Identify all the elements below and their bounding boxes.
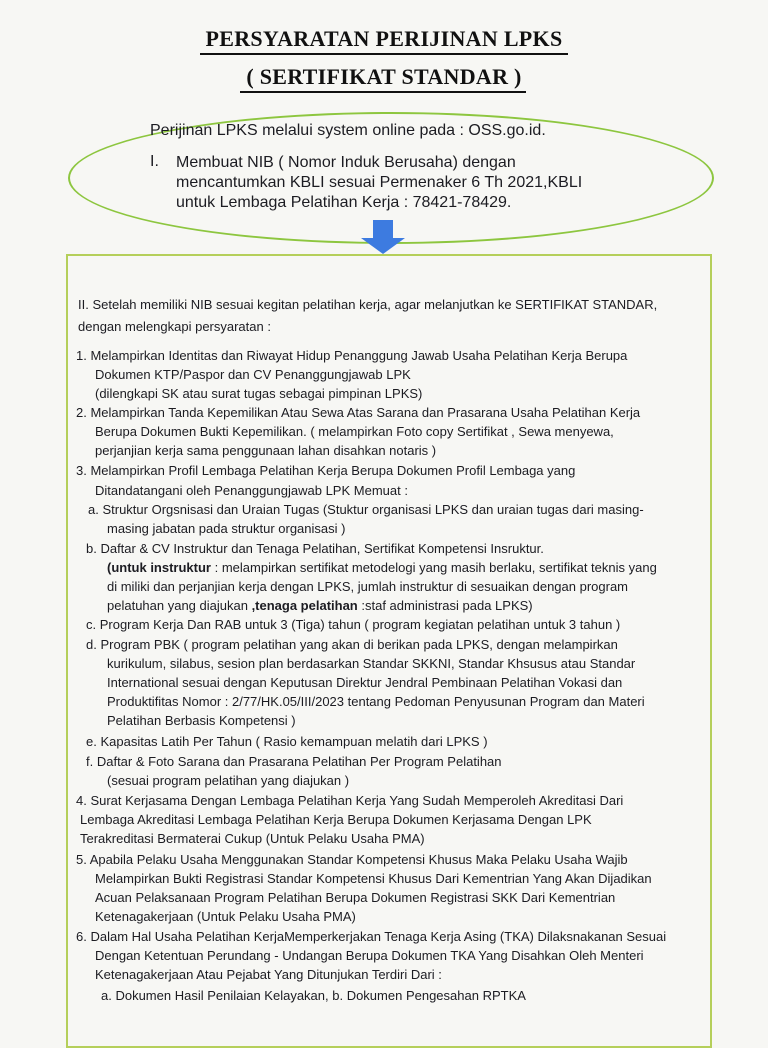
item-4-line: Terakreditasi Bermaterai Cukup (Untuk Pelaku Usaha PMA) [80,831,425,846]
item-3-line: Ditandatangani oleh Penanggungjawab LPK Memuat : [95,483,408,498]
sub-b-text: :staf administrasi pada LPKS) [357,598,533,613]
item-1-line: (dilengkapi SK atau surat tugas sebagai pimpinan LPKS) [95,386,423,401]
item-6-line: 6. Dalam Hal Usaha Pelatihan KerjaMemperkerjakan Tenaga Kerja Asing (TKA) Dilaksnakanan Sesuai [76,929,667,944]
sub-b-line [107,559,657,578]
sub-d-line: kurikulum, silabus, sesion plan berdasarkan Standar SKKNI, Standar Khsusus atau Standar [107,656,636,671]
down-arrow-icon-head [361,238,405,254]
item-2-line: Berupa Dokumen Bukti Kepemilikan. ( melampirkan Foto copy Sertifikat , Sewa menyewa, [95,424,614,439]
sub-e-line: e. Kapasitas Latih Per Tahun ( Rasio kemampuan melatih dari LPKS ) [86,734,488,749]
sub-b-line: di miliki dan perjanjian kerja dengan LPKS, jumlah instruktur di sesuaikan dengan program [107,579,629,594]
sub-d-line: Pelatihan Berbasis Kompetensi ) [107,713,296,728]
sub-b-bold-label: (untuk instruktur [107,560,211,575]
oss-intro: Perijinan LPKS melalui system online pada : OSS.go.id. [150,122,546,139]
down-arrow-icon [373,220,393,240]
nib-line: Membuat NIB ( Nomor Induk Berusaha) dengan [176,154,516,171]
section-ii-intro: dengan melengkapi persyaratan : [78,319,271,334]
sub-f-line: f. Daftar & Foto Sarana dan Prasarana Pelatihan Per Program Pelatihan [86,754,502,769]
item-3-line: 3. Melampirkan Profil Lembaga Pelatihan Kerja Berupa Dokumen Profil Lembaga yang [76,463,576,478]
document-subtitle: ( SERTIFIKAT STANDAR ) [246,64,522,89]
item-4-line: Lembaga Akreditasi Lembaga Pelatihan Kerja Berupa Dokumen Kerjasama Dengan LPK [80,812,592,827]
sub-b-text: : melampirkan sertifikat metodelogi yang masih berlaku, sertifikat teknis yang [211,560,657,575]
sub-d-line: International sesuai dengan Keputusan Direktur Jendral Pembinaan Pelatihan Vokasi dan [107,675,623,690]
nib-line: mencantumkan KBLI sesuai Permenaker 6 Th 2021,KBLI [176,174,583,191]
item-1-line: Dokumen KTP/Paspor dan CV Penanggungjawab LPK [95,367,411,382]
item-6-line: a. Dokumen Hasil Penilaian Kelayakan, b. Dokumen Pengesahan RPTKA [101,988,526,1003]
sub-c-line: c. Program Kerja Dan RAB untuk 3 (Tiga) tahun ( program kegiatan pelatihan untuk 3 tahun ) [86,617,621,632]
sub-b-text: pelatuhan yang diajukan [107,598,252,613]
sub-d-line: Produktifitas Nomor : 2/77/HK.05/III/2023 tentang Pedoman Penyusunan Program dan Materi [107,694,645,709]
item-5-line: Ketenagakerjaan (Untuk Pelaku Usaha PMA) [95,909,356,924]
sub-b-bold-label: ,tenaga pelatihan [251,598,358,613]
sub-f-line: (sesuai program pelatihan yang diajukan ) [107,773,350,788]
sub-b-heading: b. Daftar & CV Instruktur dan Tenaga Pelatihan, Sertifikat Kompetensi Insruktur. [86,541,544,556]
item-6-line: Dengan Ketentuan Perundang - Undangan Berupa Dokumen TKA Yang Disahkan Oleh Menteri [95,948,644,963]
item-6-line: Ketenagakerjaan Atau Pejabat Yang Ditunjukan Terdiri Dari : [95,967,442,982]
item-5-line: Acuan Pelaksanaan Program Pelatihan Berupa Dokumen Registrasi SKK Dari Kementrian [95,890,616,905]
item-5-line: 5. Apabila Pelaku Usaha Menggunakan Standar Kompetensi Khusus Maka Pelaku Usaha Wajib [76,852,628,867]
title-underline [200,53,568,55]
nib-item [176,153,636,213]
item-4-line: 4. Surat Kerjasama Dengan Lembaga Pelatihan Kerja Yang Sudah Memperoleh Akreditasi Dari [76,793,624,808]
sub-d-line: d. Program PBK ( program pelatihan yang akan di berikan pada LPKS, dengan melampirkan [86,637,618,652]
item-1-line: 1. Melampirkan Identitas dan Riwayat Hidup Penanggung Jawab Usaha Pelatihan Kerja Berupa [76,348,628,363]
section-ii-intro: II. Setelah memiliki NIB sesuai kegitan pelatihan kerja, agar melanjutkan ke SERTIFIKAT STANDAR, [78,297,658,312]
nib-item-number: I. [150,153,159,170]
sub-a-line: a. Struktur Orgsnisasi dan Uraian Tugas (Stuktur organisasi LPKS dan uraian tugas dari masing- [88,502,644,517]
item-2-line: 2. Melampirkan Tanda Kepemilikan Atau Sewa Atas Sarana dan Prasarana Usaha Pelatihan Kerja [76,405,641,420]
sub-a-line: masing jabatan pada struktur organisasi ) [107,521,346,536]
subtitle-underline [240,91,526,93]
sub-b-line [107,597,533,616]
nib-line: untuk Lembaga Pelatihan Kerja : 78421-78429. [176,194,512,211]
item-2-line: perjanjian kerja sama penggunaan lahan disahkan notaris ) [95,443,437,458]
document-title: PERSYARATAN PERIJINAN LPKS [205,26,563,51]
item-5-line: Melampirkan Bukti Registrasi Standar Kompetensi Khusus Dari Kementrian Yang Akan Dijadikan [95,871,652,886]
